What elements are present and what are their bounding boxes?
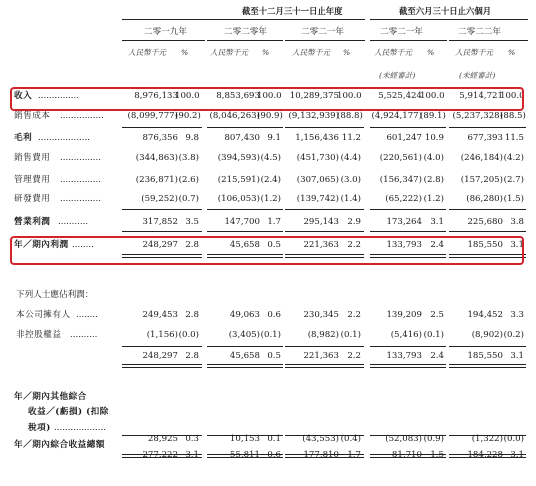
value-cell: (220,561) [379, 153, 422, 163]
pct-cell: (88.8) [337, 111, 363, 121]
total-label: 年／期內綜合收益總額 [14, 440, 105, 450]
row-label: 營業利潤 [14, 217, 51, 227]
pct-cell: (0.1) [340, 330, 361, 340]
value-cell: 45,658 [229, 351, 260, 361]
value-cell: 1,156,436 [295, 133, 339, 143]
value-cell: 249,453 [142, 310, 178, 320]
row-dots: ............... [60, 153, 101, 163]
value-cell: 277,222 [142, 450, 178, 460]
value-cell: (139,742) [296, 194, 339, 204]
value-cell: 49,063 [229, 310, 260, 320]
row-label: 非控股權益 [16, 330, 62, 340]
value-cell: 876,356 [142, 133, 178, 143]
single-rule [263, 209, 283, 210]
pct-cell: (4.0) [423, 153, 444, 163]
value-cell: 295,143 [303, 217, 339, 227]
pct-cell: 3.1 [510, 351, 524, 361]
value-cell: (43,553) [302, 434, 339, 444]
row-dots: ........... [58, 217, 89, 227]
pct-cell: (2.7) [503, 175, 524, 185]
pct-cell: 2.8 [185, 310, 199, 320]
pct-cell: 2.2 [347, 240, 361, 250]
row-dots: ............... [60, 175, 101, 185]
pct-cell: 0.5 [267, 240, 281, 250]
value-cell: (5,416) [390, 330, 422, 340]
year-2019: 二零一九年 [144, 27, 187, 37]
pct-cell: 2.4 [430, 351, 444, 361]
value-cell: (4,924,177) [371, 111, 422, 121]
pct-label: % [508, 48, 516, 57]
rule-2022-h1 [449, 40, 528, 41]
single-rule [263, 346, 283, 347]
single-rule [426, 127, 446, 128]
value-cell: 8,976,133 [134, 91, 178, 101]
value-cell: (59,252) [141, 194, 178, 204]
row-dots: .......... [70, 330, 98, 340]
rule-2020 [207, 40, 283, 41]
pct-cell: 100.0 [337, 91, 362, 101]
pct-cell: (3.8) [178, 153, 199, 163]
pct-cell: (0.1) [423, 330, 444, 340]
value-cell: 45,658 [229, 240, 260, 250]
double-rule [263, 364, 283, 368]
value-cell: (236,871) [135, 175, 178, 185]
value-cell: 225,680 [467, 217, 503, 227]
value-cell: (1,322) [471, 434, 503, 444]
value-cell: 194,452 [467, 310, 503, 320]
single-rule [344, 209, 364, 210]
unit-label: 人民幣千元 [374, 48, 412, 57]
value-cell: (3,405) [228, 330, 260, 340]
oci-label-line1: 年／期內其他綜合 [14, 392, 87, 402]
pct-cell: 2.4 [430, 240, 444, 250]
single-rule [506, 127, 526, 128]
pct-cell: 2.2 [347, 310, 361, 320]
pct-cell: (89.1) [420, 111, 446, 121]
pct-cell: (1.5) [503, 194, 524, 204]
row-dots: ............... [38, 91, 79, 101]
pct-cell: 100.0 [500, 91, 525, 101]
year-2021: 二零二一年 [301, 27, 344, 37]
value-cell: 8,853,693 [216, 91, 260, 101]
single-rule [344, 231, 364, 232]
pct-cell: 1.5 [430, 450, 444, 460]
pct-cell: 2.8 [185, 240, 199, 250]
value-cell: (1,156) [146, 330, 178, 340]
pct-label: % [427, 48, 435, 57]
pct-cell: (1.2) [423, 194, 444, 204]
row-label: 本公司擁有人 [16, 310, 71, 320]
single-rule [182, 346, 202, 347]
pct-cell: 3.3 [510, 310, 524, 320]
value-cell: 221,363 [303, 240, 339, 250]
value-cell: 173,264 [386, 217, 422, 227]
pct-cell: 3.1 [510, 240, 524, 250]
pct-cell: (2.6) [178, 175, 199, 185]
pct-cell: 1.7 [347, 450, 361, 460]
pct-label: % [181, 48, 189, 57]
pct-cell: (1.2) [260, 194, 281, 204]
unit-label: 人民幣千元 [455, 48, 493, 57]
value-cell: (86,280) [466, 194, 503, 204]
value-cell: (5,237,328) [452, 111, 503, 121]
double-rule [426, 364, 446, 368]
value-cell: 133,793 [386, 351, 422, 361]
pct-label: % [262, 48, 270, 57]
pct-cell: (3.0) [340, 175, 361, 185]
rule-2021-h1 [370, 40, 447, 41]
pct-cell: (90.9) [257, 111, 283, 121]
pct-cell: (1.4) [340, 194, 361, 204]
rule-2019 [122, 40, 205, 41]
oci-label-line3: 稅項) [28, 423, 51, 433]
value-cell: 133,793 [386, 240, 422, 250]
value-cell: (106,053) [217, 194, 260, 204]
double-rule [506, 364, 526, 368]
pct-cell: 2.5 [430, 310, 444, 320]
value-cell: (65,222) [385, 194, 422, 204]
value-cell: (8,099,777) [127, 111, 178, 121]
single-rule [263, 231, 283, 232]
row-dots: ........ [72, 240, 94, 250]
value-cell: (246,184) [460, 153, 503, 163]
value-cell: (215,591) [217, 175, 260, 185]
unaudited-note: (未經審計) [459, 71, 496, 80]
pct-cell: (2.4) [260, 175, 281, 185]
single-rule [344, 346, 364, 347]
value-cell: 807,430 [224, 133, 260, 143]
row-dots: ................... [38, 133, 90, 143]
pct-cell: 100.0 [420, 91, 445, 101]
value-cell: 10,289,375 [289, 91, 339, 101]
single-rule [506, 231, 526, 232]
value-cell: 5,914,721 [459, 91, 503, 101]
value-cell: 139,209 [386, 310, 422, 320]
value-cell: (8,046,263) [209, 111, 260, 121]
row-label: 收入 [14, 91, 33, 101]
single-rule [506, 346, 526, 347]
value-cell: (394,593) [217, 153, 260, 163]
pct-cell: 100.0 [257, 91, 282, 101]
double-rule [344, 364, 364, 368]
single-rule [426, 231, 446, 232]
pct-cell: (0.0) [178, 330, 199, 340]
unit-label: 人民幣千元 [292, 48, 330, 57]
value-cell: 230,345 [303, 310, 339, 320]
single-rule [263, 127, 283, 128]
pct-cell: 0.6 [267, 310, 281, 320]
profit-highlight-box [10, 236, 524, 265]
pct-cell: 3.1 [430, 217, 444, 227]
pct-cell: 3.8 [510, 217, 524, 227]
pct-cell: 0.5 [267, 351, 281, 361]
row-label: 管理費用 [14, 175, 51, 185]
double-rule [182, 364, 202, 368]
value-cell: 185,550 [467, 240, 503, 250]
year-2021-h1: 二零二一年 [380, 27, 423, 37]
single-rule [182, 127, 202, 128]
pct-cell: 9.1 [267, 133, 281, 143]
value-cell: 5,525,424 [378, 91, 422, 101]
unit-label: 人民幣千元 [210, 48, 248, 57]
row-label: 銷售費用 [14, 153, 51, 163]
attrib-title: 下列人士應佔利潤： [16, 290, 94, 300]
row-dots: ........ [76, 310, 98, 320]
value-cell: 177,810 [303, 450, 339, 460]
value-cell: 317,852 [142, 217, 178, 227]
pct-cell: (90.2) [175, 111, 201, 121]
value-cell: 184,228 [467, 450, 503, 460]
pct-cell: (0.0) [503, 434, 524, 444]
pct-cell: 3.1 [185, 450, 199, 460]
pct-cell: 0.3 [185, 434, 199, 444]
revenue-highlight-box [10, 87, 524, 111]
pct-cell: (88.5) [500, 111, 526, 121]
value-cell: 55,811 [229, 450, 260, 460]
value-cell: 677,393 [467, 133, 503, 143]
row-dots: ............... [60, 194, 101, 204]
unaudited-note: (未經審計) [379, 71, 416, 80]
row-label: 研發費用 [14, 194, 51, 204]
pct-cell: (0.4) [340, 434, 361, 444]
value-cell: 28,925 [147, 434, 178, 444]
pct-cell: (0.1) [260, 330, 281, 340]
pct-cell: 11.2 [341, 133, 361, 143]
oci-dots: ................... [54, 423, 106, 433]
value-cell: (307,065) [296, 175, 339, 185]
value-cell: (8,982) [307, 330, 339, 340]
value-cell: 147,700 [224, 217, 260, 227]
pct-cell: 0.1 [267, 434, 281, 444]
pct-cell: (0.9) [423, 434, 444, 444]
single-rule [426, 346, 446, 347]
row-label: 毛利 [14, 133, 33, 143]
pct-cell: 1.7 [267, 217, 281, 227]
value-cell: 221,363 [303, 351, 339, 361]
header-rule-years [122, 19, 365, 20]
value-cell: (8,902) [471, 330, 503, 340]
year-2020: 二零二零年 [224, 27, 267, 37]
value-cell: 81,710 [391, 450, 422, 460]
pct-cell: 10.9 [424, 133, 444, 143]
pct-cell: (4.2) [503, 153, 524, 163]
pct-cell: (0.7) [178, 194, 199, 204]
row-label: 銷售成本 [14, 111, 51, 121]
unit-label: 人民幣千元 [128, 48, 166, 57]
single-rule [182, 231, 202, 232]
row-dots: ................ [60, 111, 104, 121]
pct-cell: (2.8) [423, 175, 444, 185]
pct-cell: 2.8 [185, 351, 199, 361]
value-cell: (52,083) [385, 434, 422, 444]
value-cell: 185,550 [467, 351, 503, 361]
rule-2021 [285, 40, 365, 41]
pct-cell: 3.5 [185, 217, 199, 227]
single-rule [344, 127, 364, 128]
pct-cell: (4.4) [340, 153, 361, 163]
pct-cell: 2.9 [347, 217, 361, 227]
value-cell: 248,297 [142, 240, 178, 250]
header-group-halves: 截至六月三十日止六個月 [399, 6, 492, 16]
header-group-years: 截至十二月三十一日止年度 [242, 6, 343, 16]
value-cell: (344,863) [135, 153, 178, 163]
pct-cell: 9.8 [185, 133, 199, 143]
pct-cell: 100.0 [175, 91, 200, 101]
value-cell: 248,297 [142, 351, 178, 361]
pct-label: % [343, 48, 351, 57]
pct-cell: (4.5) [260, 153, 281, 163]
value-cell: (156,347) [379, 175, 422, 185]
value-cell: (157,205) [460, 175, 503, 185]
row-label: 年／期內利潤 [14, 240, 69, 250]
header-rule-halves [370, 19, 528, 20]
value-cell: 10,153 [229, 434, 260, 444]
value-cell: (451,730) [296, 153, 339, 163]
pct-cell: 3.1 [510, 450, 524, 460]
value-cell: (9,132,939) [288, 111, 339, 121]
pct-cell: 0.6 [267, 450, 281, 460]
pct-cell: (0.2) [503, 330, 524, 340]
single-rule [426, 209, 446, 210]
single-rule [182, 209, 202, 210]
pct-cell: 11.5 [504, 133, 524, 143]
oci-label-line2: 收益／(虧損) (扣除 [28, 407, 109, 417]
pct-cell: 2.2 [347, 351, 361, 361]
value-cell: 601,247 [386, 133, 422, 143]
year-2022-h1: 二零二二年 [458, 27, 501, 37]
single-rule [506, 209, 526, 210]
